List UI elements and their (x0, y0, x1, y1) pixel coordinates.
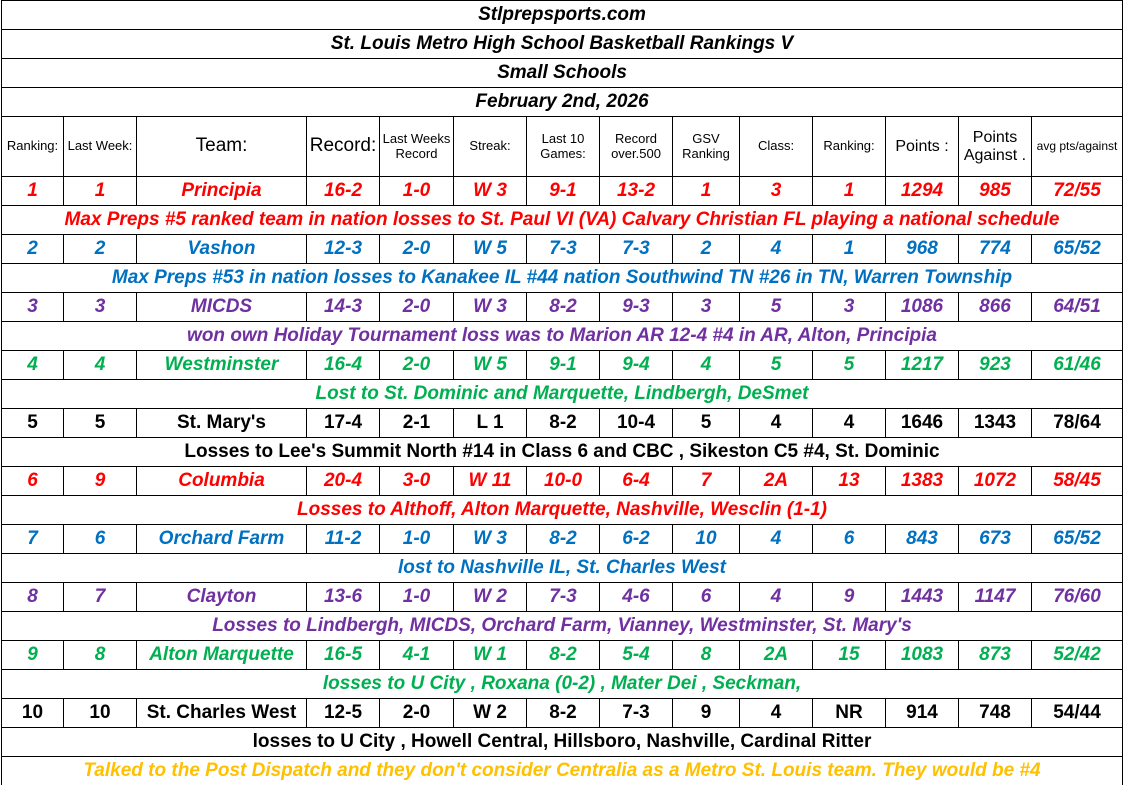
cell-points: 1217 (886, 351, 959, 380)
cell-last-weeks-record: 1-0 (380, 525, 454, 554)
cell-gsv-ranking: 7 (673, 467, 740, 496)
cell-record: 12-3 (307, 235, 380, 264)
team-note-row (2, 670, 1123, 699)
team-row (2, 583, 1123, 612)
cell-team: Vashon (137, 235, 307, 264)
header-record: Record: (307, 117, 380, 177)
cell-record-over-500: 4-6 (600, 583, 673, 612)
cell-class: 4 (740, 409, 813, 438)
cell-class-ranking: 3 (813, 293, 886, 322)
cell-points: 1383 (886, 467, 959, 496)
cell-gsv-ranking: 3 (673, 293, 740, 322)
cell-last10: 8-2 (527, 525, 600, 554)
team-note-row (2, 322, 1123, 351)
team-note: losses to U City , Roxana (0-2) , Mater Dei , Seckman, (2, 670, 1123, 699)
cell-record-over-500: 6-2 (600, 525, 673, 554)
cell-record-over-500: 5-4 (600, 641, 673, 670)
cell-last10: 10-0 (527, 467, 600, 496)
cell-last-weeks-record: 2-0 (380, 235, 454, 264)
cell-points: 843 (886, 525, 959, 554)
header-row (2, 117, 1123, 177)
cell-last-weeks-record: 2-1 (380, 409, 454, 438)
cell-points: 914 (886, 699, 959, 728)
cell-streak: W 3 (454, 293, 527, 322)
header-team: Team: (137, 117, 307, 177)
cell-avg: 52/42 (1032, 641, 1123, 670)
cell-points-against: 873 (959, 641, 1032, 670)
cell-last-week: 5 (64, 409, 137, 438)
team-note: losses to U City , Howell Central, Hillsboro, Nashville, Cardinal Ritter (2, 728, 1123, 757)
cell-team: St. Charles West (137, 699, 307, 728)
header-avg: avg pts/against (1032, 117, 1123, 177)
cell-rank: 9 (2, 641, 64, 670)
cell-points-against: 673 (959, 525, 1032, 554)
cell-record-over-500: 13-2 (600, 177, 673, 206)
cell-class: 4 (740, 583, 813, 612)
cell-class-ranking: 4 (813, 409, 886, 438)
cell-streak: W 3 (454, 177, 527, 206)
cell-gsv-ranking: 8 (673, 641, 740, 670)
cell-avg: 78/64 (1032, 409, 1123, 438)
cell-team: MICDS (137, 293, 307, 322)
cell-team: Orchard Farm (137, 525, 307, 554)
cell-last-weeks-record: 2-0 (380, 699, 454, 728)
cell-class-ranking: 5 (813, 351, 886, 380)
cell-last-weeks-record: 3-0 (380, 467, 454, 496)
cell-last10: 7-3 (527, 235, 600, 264)
cell-class: 4 (740, 525, 813, 554)
cell-avg: 58/45 (1032, 467, 1123, 496)
team-note-row (2, 496, 1123, 525)
cell-team: St. Mary's (137, 409, 307, 438)
cell-record-over-500: 7-3 (600, 235, 673, 264)
team-note-row (2, 612, 1123, 641)
cell-team: Columbia (137, 467, 307, 496)
cell-gsv-ranking: 6 (673, 583, 740, 612)
cell-points-against: 866 (959, 293, 1032, 322)
cell-gsv-ranking: 4 (673, 351, 740, 380)
cell-last-week: 3 (64, 293, 137, 322)
cell-record-over-500: 6-4 (600, 467, 673, 496)
cell-points: 968 (886, 235, 959, 264)
team-row (2, 699, 1123, 728)
cell-class-ranking: 1 (813, 235, 886, 264)
cell-team: Westminster (137, 351, 307, 380)
cell-last10: 9-1 (527, 177, 600, 206)
cell-streak: W 2 (454, 699, 527, 728)
header-last-weeks-record: Last Weeks Record (380, 117, 454, 177)
team-row (2, 177, 1123, 206)
team-note: Losses to Lee's Summit North #14 in Class 6 and CBC , Sikeston C5 #4, St. Dominic (2, 438, 1123, 467)
team-row (2, 467, 1123, 496)
cell-gsv-ranking: 9 (673, 699, 740, 728)
cell-last-weeks-record: 1-0 (380, 177, 454, 206)
team-note: lost to Nashville IL, St. Charles West (2, 554, 1123, 583)
cell-points-against: 985 (959, 177, 1032, 206)
footer-note-row (2, 757, 1123, 786)
cell-class: 5 (740, 293, 813, 322)
team-row (2, 409, 1123, 438)
cell-last-week: 2 (64, 235, 137, 264)
cell-rank: 5 (2, 409, 64, 438)
cell-gsv-ranking: 1 (673, 177, 740, 206)
cell-rank: 4 (2, 351, 64, 380)
cell-points-against: 1072 (959, 467, 1032, 496)
cell-class: 4 (740, 235, 813, 264)
division-title: Small Schools (2, 59, 1123, 88)
cell-avg: 76/60 (1032, 583, 1123, 612)
cell-rank: 3 (2, 293, 64, 322)
cell-last-weeks-record: 1-0 (380, 583, 454, 612)
cell-last-week: 1 (64, 177, 137, 206)
header-points: Points : (886, 117, 959, 177)
cell-points: 1086 (886, 293, 959, 322)
header-record-over-500: Record over.500 (600, 117, 673, 177)
cell-last10: 7-3 (527, 583, 600, 612)
cell-points: 1443 (886, 583, 959, 612)
cell-class-ranking: 15 (813, 641, 886, 670)
cell-avg: 64/51 (1032, 293, 1123, 322)
cell-class: 2A (740, 467, 813, 496)
cell-avg: 61/46 (1032, 351, 1123, 380)
header-last-week: Last Week: (64, 117, 137, 177)
cell-last10: 8-2 (527, 293, 600, 322)
cell-last-week: 10 (64, 699, 137, 728)
cell-class-ranking: 6 (813, 525, 886, 554)
cell-record: 16-4 (307, 351, 380, 380)
cell-points: 1083 (886, 641, 959, 670)
cell-avg: 54/44 (1032, 699, 1123, 728)
cell-class: 3 (740, 177, 813, 206)
header-gsv-ranking: GSV Ranking (673, 117, 740, 177)
cell-rank: 7 (2, 525, 64, 554)
cell-streak: W 11 (454, 467, 527, 496)
cell-points-against: 748 (959, 699, 1032, 728)
header-class: Class: (740, 117, 813, 177)
cell-last10: 8-2 (527, 641, 600, 670)
team-note: Max Preps #5 ranked team in nation losses to St. Paul VI (VA) Calvary Christian FL playing a national schedule (2, 206, 1123, 235)
team-note-row (2, 554, 1123, 583)
cell-rank: 6 (2, 467, 64, 496)
team-note: Lost to St. Dominic and Marquette, Lindbergh, DeSmet (2, 380, 1123, 409)
cell-class: 5 (740, 351, 813, 380)
cell-avg: 65/52 (1032, 525, 1123, 554)
cell-streak: W 1 (454, 641, 527, 670)
cell-last-week: 7 (64, 583, 137, 612)
cell-streak: W 5 (454, 351, 527, 380)
rankings-table (1, 0, 1123, 785)
cell-last-week: 8 (64, 641, 137, 670)
cell-gsv-ranking: 5 (673, 409, 740, 438)
cell-gsv-ranking: 2 (673, 235, 740, 264)
site-title: Stlprepsports.com (2, 1, 1123, 30)
cell-record: 13-6 (307, 583, 380, 612)
cell-gsv-ranking: 10 (673, 525, 740, 554)
cell-last10: 8-2 (527, 699, 600, 728)
cell-last-week: 9 (64, 467, 137, 496)
cell-class-ranking: 9 (813, 583, 886, 612)
team-row (2, 641, 1123, 670)
cell-record: 20-4 (307, 467, 380, 496)
rankings-heading: St. Louis Metro High School Basketball Rankings V (2, 30, 1123, 59)
cell-record-over-500: 9-3 (600, 293, 673, 322)
cell-avg: 65/52 (1032, 235, 1123, 264)
team-row (2, 293, 1123, 322)
team-row (2, 351, 1123, 380)
header-class-ranking: Ranking: (813, 117, 886, 177)
cell-avg: 72/55 (1032, 177, 1123, 206)
cell-points-against: 774 (959, 235, 1032, 264)
cell-class-ranking: 13 (813, 467, 886, 496)
cell-record: 11-2 (307, 525, 380, 554)
team-note-row (2, 380, 1123, 409)
header-ranking: Ranking: (2, 117, 64, 177)
cell-points-against: 1147 (959, 583, 1032, 612)
cell-rank: 1 (2, 177, 64, 206)
cell-last-weeks-record: 2-0 (380, 351, 454, 380)
cell-streak: W 5 (454, 235, 527, 264)
team-note: Max Preps #53 in nation losses to Kanakee IL #44 nation Southwind TN #26 in TN, Warren Township (2, 264, 1123, 293)
team-note-row (2, 728, 1123, 757)
cell-points: 1646 (886, 409, 959, 438)
team-note-row (2, 438, 1123, 467)
team-note: won own Holiday Tournament loss was to Marion AR 12-4 #4 in AR, Alton, Principia (2, 322, 1123, 351)
team-row (2, 525, 1123, 554)
cell-rank: 2 (2, 235, 64, 264)
footer-note: Talked to the Post Dispatch and they don't consider Centralia as a Metro St. Louis team. They would be #4 (2, 757, 1123, 786)
cell-record-over-500: 7-3 (600, 699, 673, 728)
cell-record: 16-2 (307, 177, 380, 206)
team-note-row (2, 264, 1123, 293)
cell-rank: 8 (2, 583, 64, 612)
header-points-against: Points Against . (959, 117, 1032, 177)
cell-last-weeks-record: 4-1 (380, 641, 454, 670)
cell-class-ranking: 1 (813, 177, 886, 206)
cell-class: 4 (740, 699, 813, 728)
cell-last-week: 6 (64, 525, 137, 554)
team-note: Losses to Lindbergh, MICDS, Orchard Farm, Vianney, Westminster, St. Mary's (2, 612, 1123, 641)
team-row (2, 235, 1123, 264)
cell-record: 12-5 (307, 699, 380, 728)
cell-points-against: 923 (959, 351, 1032, 380)
cell-record-over-500: 9-4 (600, 351, 673, 380)
cell-team: Principia (137, 177, 307, 206)
team-note: Losses to Althoff, Alton Marquette, Nashville, Wesclin (1-1) (2, 496, 1123, 525)
cell-last-week: 4 (64, 351, 137, 380)
team-note-row (2, 206, 1123, 235)
cell-last10: 9-1 (527, 351, 600, 380)
cell-last10: 8-2 (527, 409, 600, 438)
header-streak: Streak: (454, 117, 527, 177)
cell-points: 1294 (886, 177, 959, 206)
cell-team: Clayton (137, 583, 307, 612)
cell-record: 17-4 (307, 409, 380, 438)
cell-streak: W 3 (454, 525, 527, 554)
cell-record: 14-3 (307, 293, 380, 322)
cell-record: 16-5 (307, 641, 380, 670)
cell-record-over-500: 10-4 (600, 409, 673, 438)
cell-streak: L 1 (454, 409, 527, 438)
date-title: February 2nd, 2026 (2, 88, 1123, 117)
cell-streak: W 2 (454, 583, 527, 612)
header-last10: Last 10 Games: (527, 117, 600, 177)
cell-rank: 10 (2, 699, 64, 728)
cell-last-weeks-record: 2-0 (380, 293, 454, 322)
cell-points-against: 1343 (959, 409, 1032, 438)
cell-class-ranking: NR (813, 699, 886, 728)
cell-team: Alton Marquette (137, 641, 307, 670)
cell-class: 2A (740, 641, 813, 670)
